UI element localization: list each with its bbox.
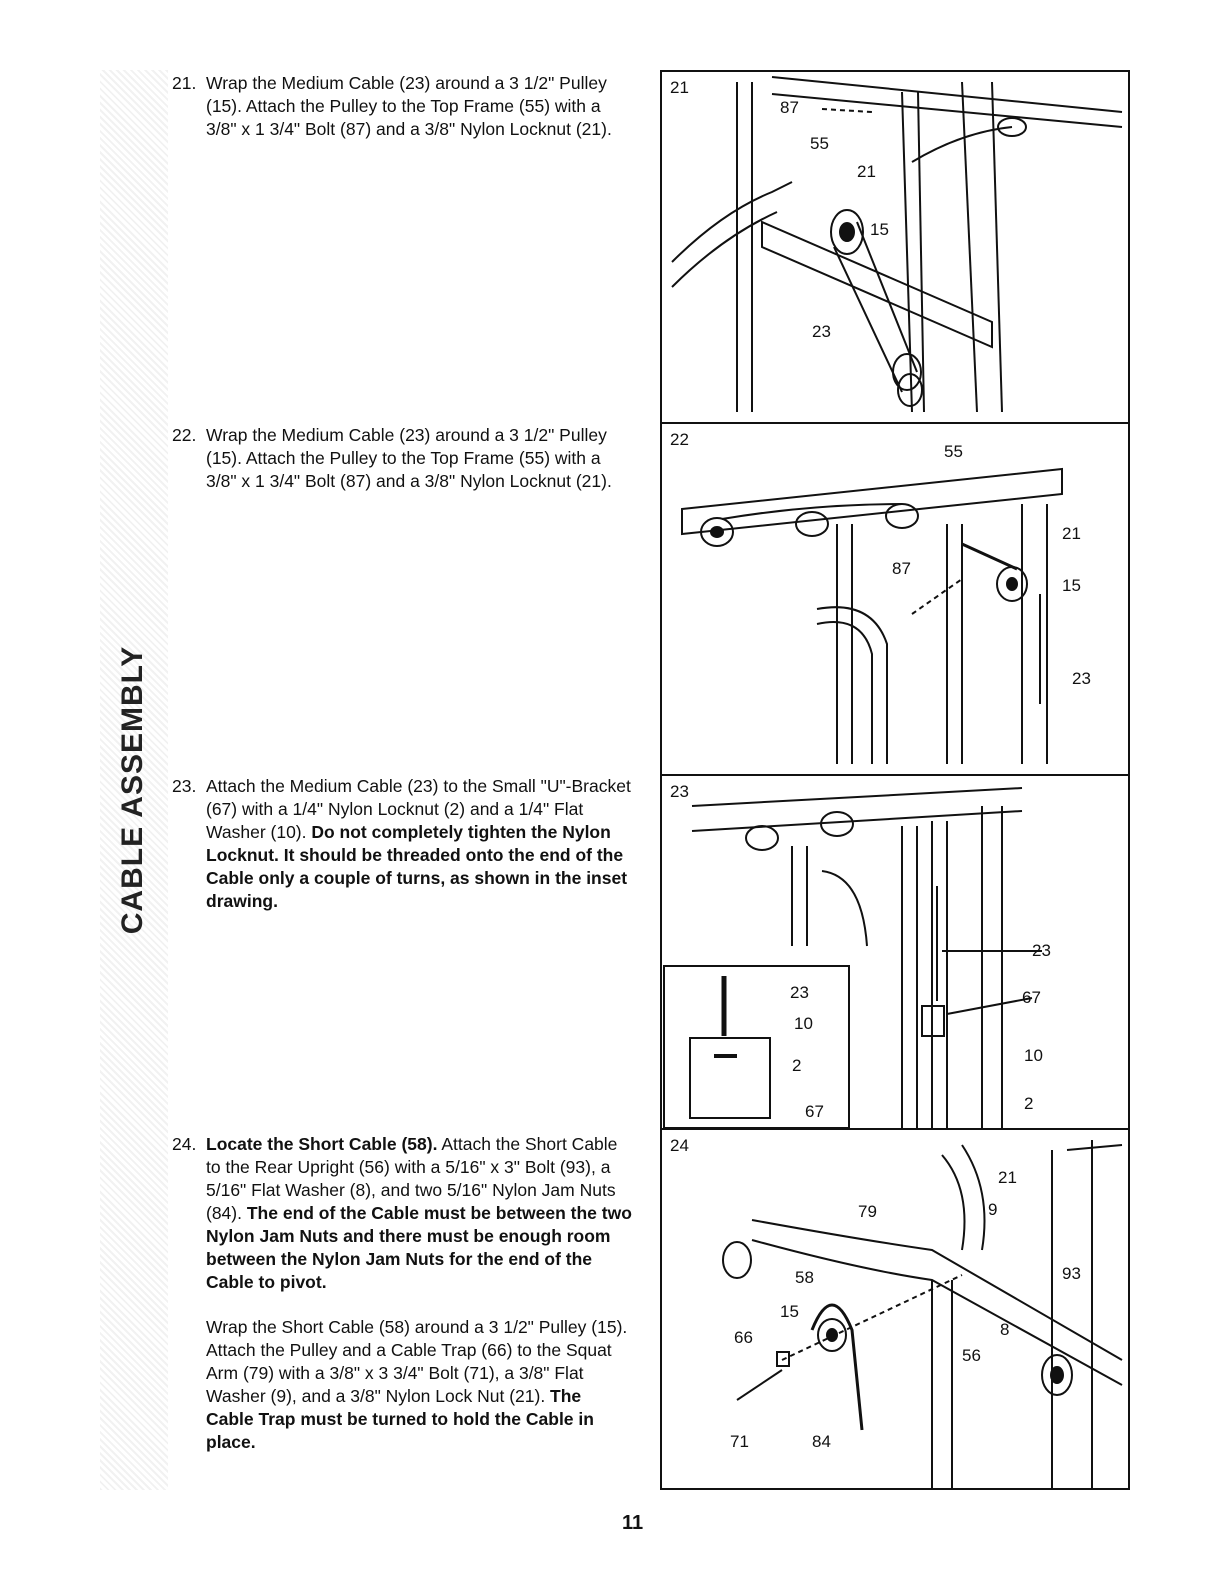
step-text: Locate the Short Cable (58). Attach the Short Cable to the Rear Upright (56) with a 5/16" x 3" Bolt (93), a 5/16" Flat Washer (8), and two 5/16" Nylon Jam Nuts (84). The end of the Cable must be between the two Nylon Jam Nuts and there must be enough room between the Nylon Jam Nuts for the end of the Cable to pivot.: [206, 1134, 632, 1292]
callout: 15: [780, 1302, 799, 1321]
step-number: 23.: [172, 776, 197, 796]
inset-callout: 67: [805, 1102, 824, 1121]
figure-22: [660, 422, 1130, 778]
callout: 23: [812, 322, 831, 341]
callout: 87: [892, 559, 911, 578]
callout: 79: [858, 1202, 877, 1221]
callout: 56: [962, 1346, 981, 1365]
section-side-title: CABLE ASSEMBLY: [116, 645, 149, 935]
callout: 15: [1062, 576, 1081, 595]
callout: 21: [998, 1168, 1017, 1187]
figure-23-drawing: [662, 776, 1128, 1130]
step-text: Wrap the Medium Cable (23) around a 3 1/2" Pulley (15). Attach the Pulley to the Top Frame (55) with a 3/8" x 1 3/4" Bolt (87) and a 3/8" Nylon Locknut (21).: [206, 73, 612, 139]
step-23: [172, 775, 632, 935]
callout: 2: [1024, 1094, 1034, 1113]
figure-24: [660, 1128, 1130, 1490]
callout: 15: [870, 220, 889, 239]
callout: 87: [780, 98, 799, 117]
step-number: 22.: [172, 425, 197, 445]
callout: 67: [1022, 988, 1041, 1007]
figure-number: 24: [670, 1136, 689, 1155]
step-text: Wrap the Short Cable (58) around a 3 1/2" Pulley (15). Attach the Pulley and a Cable Trap (66) to the Squat Arm (79) with a 3/8" x 3 3/4" Bolt (71), a 3/8" Flat Washer (9), and a 3/8" Nylon Lock Nut (21). The Cable Trap must be turned to hold the Cable in place.: [206, 1317, 628, 1452]
step-24: [172, 1133, 632, 1476]
figure-number: 23: [670, 782, 689, 801]
callout: 9: [988, 1200, 998, 1219]
figure-22-drawing: [662, 424, 1128, 776]
inset-callout: 10: [794, 1014, 813, 1033]
step-21: [172, 72, 632, 163]
figure-21: [660, 70, 1130, 424]
page-number: 11: [622, 1512, 644, 1534]
callout: 58: [795, 1268, 814, 1287]
step-number: 24.: [172, 1134, 197, 1154]
figure-number: 22: [670, 430, 689, 449]
callout: 23: [1032, 941, 1051, 960]
callout: 10: [1024, 1046, 1043, 1065]
callout: 23: [1072, 669, 1091, 688]
inset-callout: 2: [792, 1056, 802, 1075]
step-text: Wrap the Medium Cable (23) around a 3 1/2" Pulley (15). Attach the Pulley to the Top Frame (55) with a 3/8" x 1 3/4" Bolt (87) and a 3/8" Nylon Locknut (21).: [206, 425, 612, 491]
figure-21-drawing: [662, 72, 1128, 422]
callout: 21: [857, 162, 876, 181]
step-22: [172, 424, 632, 515]
figure-number: 21: [670, 78, 689, 97]
callout: 71: [730, 1432, 749, 1451]
figure-23: [660, 774, 1130, 1132]
callout: 84: [812, 1432, 831, 1451]
callout: 55: [810, 134, 829, 153]
callout: 8: [1000, 1320, 1010, 1339]
step-number: 21.: [172, 73, 197, 93]
callout: 66: [734, 1328, 753, 1347]
callout: 93: [1062, 1264, 1081, 1283]
step-text: Attach the Medium Cable (23) to the Small "U"-Bracket (67) with a 1/4" Nylon Locknut (2) and a 1/4" Flat Washer (10). Do not completely tighten the Nylon Locknut. It should be threaded onto the end of the Cable only a couple of turns, as shown in the inset drawing.: [206, 776, 631, 911]
inset-callout: 23: [790, 983, 809, 1002]
callout: 55: [944, 442, 963, 461]
callout: 21: [1062, 524, 1081, 543]
